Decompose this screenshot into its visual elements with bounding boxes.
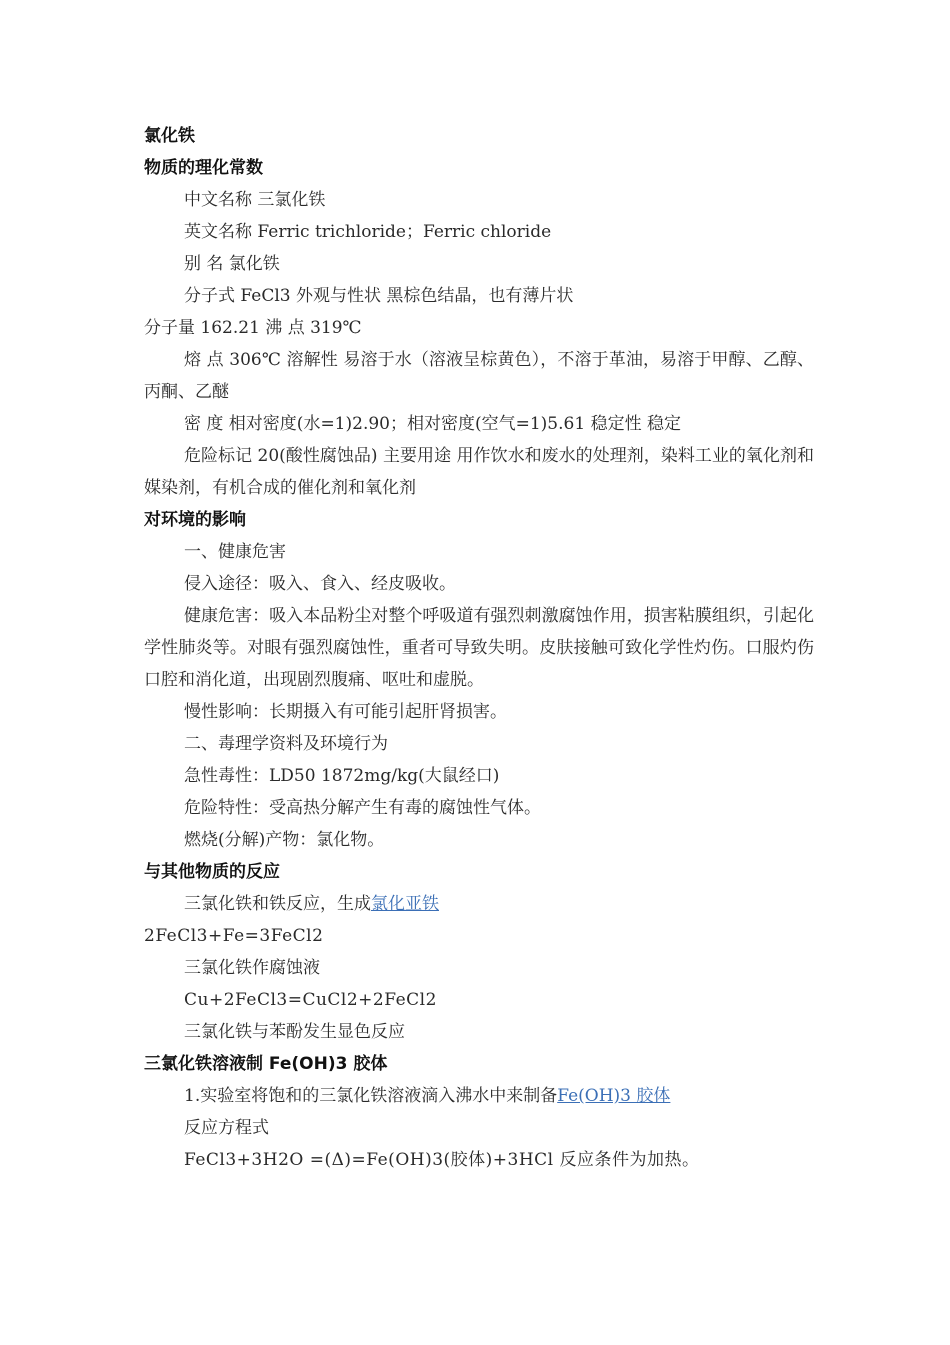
section-heading-environment: 对环境的影响 <box>144 510 246 530</box>
ferric-hydroxide-colloid-link[interactable]: Fe(OH)3 胶体 <box>557 1086 671 1106</box>
hazard-property-line: 危险特性：受高热分解产生有毒的腐蚀性气体。 <box>184 798 541 818</box>
phenol-reaction-line: 三氯化铁与苯酚发生显色反应 <box>184 1022 405 1042</box>
iron-reaction-text: 三氯化铁和铁反应，生成 <box>184 894 371 914</box>
chinese-name-line: 中文名称 三氯化铁 <box>184 190 326 210</box>
section-heading-colloid: 三氯化铁溶液制 Fe(OH)3 胶体 <box>144 1054 388 1074</box>
iron-reaction-line <box>144 888 814 920</box>
iron-equation-line: 2FeCl3+Fe=3FeCl2 <box>144 926 324 946</box>
toxicology-title: 二、毒理学资料及环境行为 <box>184 734 388 754</box>
molecular-weight-line: 分子量 162.21 沸 点 319℃ <box>144 318 362 338</box>
acute-toxicity-line: 急性毒性：LD50 1872mg/kg(大鼠经口) <box>184 766 500 786</box>
formula-appearance-line: 分子式 FeCl3 外观与性状 黑棕色结晶，也有薄片状 <box>184 286 574 306</box>
doc-title: 氯化铁 <box>144 126 195 146</box>
section-heading-properties: 物质的理化常数 <box>144 158 263 178</box>
document-page <box>144 120 814 1176</box>
melting-solubility-para: 熔 点 306℃ 溶解性 易溶于水（溶液呈棕黄色），不溶于革油，易溶于甲醇、乙醇、丙酮、乙醚 <box>144 350 814 402</box>
colloid-prep-line <box>144 1080 814 1112</box>
ferrous-chloride-link[interactable]: 氯化亚铁 <box>371 894 439 914</box>
etchant-line: 三氯化铁作腐蚀液 <box>184 958 320 978</box>
hazard-usage-para: 危险标记 20(酸性腐蚀品) 主要用途 用作饮水和废水的处理剂，染料工业的氧化剂和媒染剂，有机合成的催化剂和氧化剂 <box>144 446 814 498</box>
alias-line: 别 名 氯化铁 <box>184 254 280 274</box>
health-hazard-para: 健康危害：吸入本品粉尘对整个呼吸道有强烈刺激腐蚀作用，损害粘膜组织，引起化学性肺炎等。对眼有强烈腐蚀性，重者可导致失明。皮肤接触可致化学性灼伤。口服灼伤口腔和消化道，出现剧烈腹痛、呕吐和虚脱。 <box>144 606 814 690</box>
combustion-product-line: 燃烧(分解)产物：氯化物。 <box>184 830 385 850</box>
colloid-equation-line: FeCl3+3H2O =(Δ)=Fe(OH)3(胶体)+3HCl 反应条件为加热。 <box>184 1150 700 1170</box>
colloid-prep-text: 1.实验室将饱和的三氯化铁溶液滴入沸水中来制备 <box>184 1086 558 1106</box>
equation-label-line: 反应方程式 <box>184 1118 269 1138</box>
copper-equation-line: Cu+2FeCl3=CuCl2+2FeCl2 <box>184 990 437 1010</box>
health-hazard-title: 一、健康危害 <box>184 542 286 562</box>
density-stability-line: 密 度 相对密度(水=1)2.90；相对密度(空气=1)5.61 稳定性 稳定 <box>184 414 681 434</box>
chronic-effect-line: 慢性影响：长期摄入有可能引起肝肾损害。 <box>184 702 507 722</box>
section-heading-reactions: 与其他物质的反应 <box>144 862 280 882</box>
english-name-line: 英文名称 Ferric trichloride；Ferric chloride <box>184 222 552 242</box>
exposure-route-line: 侵入途径：吸入、食入、经皮吸收。 <box>184 574 456 594</box>
